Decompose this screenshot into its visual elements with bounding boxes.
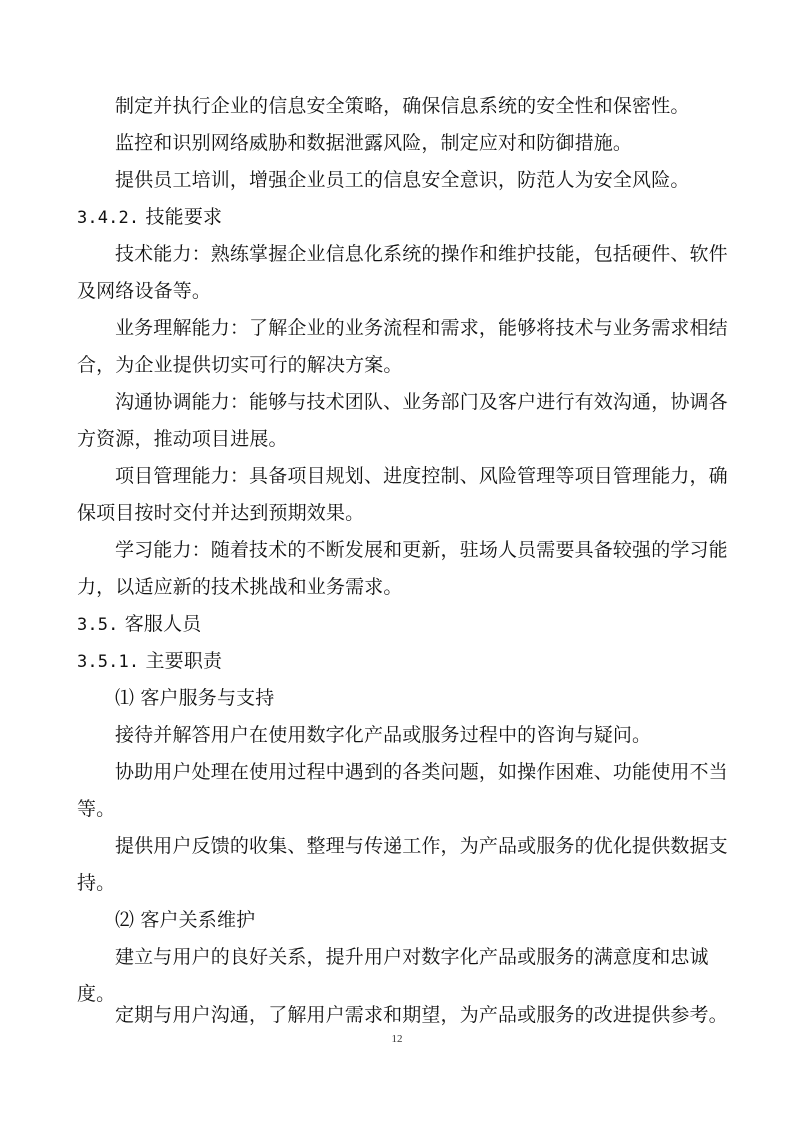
heading-number: 3.5. [77,615,119,635]
heading-text: 客服人员 [124,613,202,635]
heading-number: 3.5.1. [77,652,140,672]
paragraph-line: 定期与用户沟通，了解用户需求和期望，为产品或服务的改进提供参考。 [115,1004,728,1026]
paragraph-line: 建立与用户的良好关系，提升用户对数字化产品或服务的满意度和忠诚 [115,946,709,968]
paragraph-line: 及网络设备等。 [77,280,212,302]
heading-text: 主要职责 [145,650,223,672]
paragraph-line: 项目管理能力：具备项目规划、进度控制、风险管理等项目管理能力，确 [115,465,728,487]
paragraph-line: 接待并解答用户在使用数字化产品或服务过程中的咨询与疑问。 [115,724,652,746]
paragraph-line: 保项目按时交付并达到预期效果。 [77,502,365,524]
paragraph-line: 度。 [77,983,116,1005]
paragraph-line: 力，以适应新的技术挑战和业务需求。 [77,576,403,598]
subsection-heading: ⑵ 客户关系维护 [115,909,256,931]
paragraph-line: 技术能力：熟练掌握企业信息化系统的操作和维护技能，包括硬件、软件 [115,243,728,265]
paragraph-line: 沟通协调能力：能够与技术团队、业务部门及客户进行有效沟通，协调各 [115,391,728,413]
paragraph-line: 学习能力：随着技术的不断发展和更新，驻场人员需要具备较强的学习能 [115,539,728,561]
section-heading-3-5-1 [77,649,222,674]
heading-number: 3.4.2. [77,208,140,228]
heading-text: 技能要求 [145,206,223,228]
paragraph-line: 等。 [77,798,116,820]
paragraph-line: 合，为企业提供切实可行的解决方案。 [77,354,403,376]
paragraph-line: 提供员工培训，增强企业员工的信息安全意识，防范人为安全风险。 [115,169,690,191]
paragraph-line: 方资源，推动项目进展。 [77,428,288,450]
page-number: 12 [391,1033,403,1045]
paragraph-line: 监控和识别网络威胁和数据泄露风险，制定应对和防御措施。 [115,132,633,154]
paragraph-line: 业务理解能力：了解企业的业务流程和需求，能够将技术与业务需求相结 [115,317,728,339]
subsection-heading: ⑴ 客户服务与支持 [115,687,275,709]
section-heading-3-4-2 [77,205,222,230]
paragraph-line: 协助用户处理在使用过程中遇到的各类问题，如操作困难、功能使用不当 [115,761,728,783]
paragraph-line: 提供用户反馈的收集、整理与传递工作，为产品或服务的优化提供数据支 [115,835,728,857]
paragraph-line: 持。 [77,872,116,894]
paragraph-line: 制定并执行企业的信息安全策略，确保信息系统的安全性和保密性。 [115,95,690,117]
section-heading-3-5 [77,612,201,637]
